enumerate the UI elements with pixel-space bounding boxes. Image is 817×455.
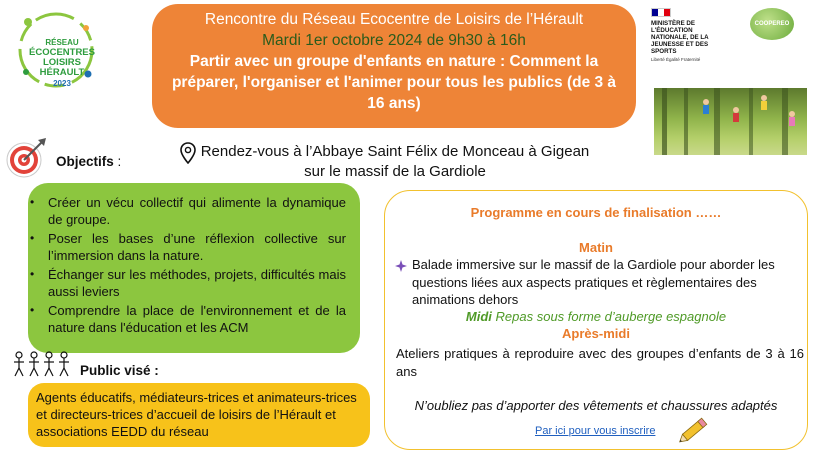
logo-year: 2023 [53,79,71,88]
midi-label: Midi [465,309,492,324]
logo-line-1: RÉSEAU [45,38,79,47]
logo-line-2: ÉCOCENTRES [29,47,95,58]
objectif-item: • Échanger sur les méthodes, projets, difficultés mais aussi leviers [34,266,346,300]
flag-red [664,9,670,16]
children-forest-photo [654,88,807,155]
objectifs-box [28,183,360,353]
photo-illustration [654,88,807,155]
objectifs-label: Objectifs [56,154,114,169]
logo-line-4: HÉRAULT [39,67,85,78]
apres-midi-text: Ateliers pratiques à reproduire avec des groupes d’enfants de 3 à 16 ans [396,346,804,379]
event-header [152,4,636,128]
matin-text: Balade immersive sur le massif de la Gardiole pour aborder les questions liées aux aspects pratiques et règlementaires des animations dehors [412,257,775,307]
inscription-link[interactable]: Par ici pour vous inscrire [535,425,656,437]
objectifs-heading [56,154,121,169]
objectifs-list [34,194,346,336]
objectif-item: • Comprendre la place de l'environnement et de la nature dans l'éducation et les ACM [34,302,346,336]
ministry-logo [651,8,731,68]
ministry-title: MINISTÈRE DE L'ÉDUCATION NATIONALE, DE LA JEUNESSE ET DES SPORTS [651,20,709,55]
programme-title: Programme en cours de finalisation …… [470,205,722,220]
logo-line-3: LOISIRS [42,57,81,68]
midi-text: Repas sous forme d’auberge espagnole [491,309,727,324]
objectif-item: • Poser les bases d’une réflexion collective sur l’immersion dans la nature. [34,230,346,264]
rendez-vous [180,142,610,182]
public-box [28,383,370,447]
matin-heading: Matin [579,240,613,255]
apres-midi-heading: Après-midi [562,326,630,341]
coopereo-label: COOPEREO [754,21,790,27]
public-text: Agents éducatifs, médiateurs-trices et animateurs-trices et directeurs-trices d’accueil de loisirs de l’Hérault et associations EEDD du réseau [36,390,357,439]
target-icon [4,136,48,185]
reminder-text: N’oubliez pas d’apporter des vêtements et chaussures adaptés [414,398,778,413]
objectif-item: • Créer un vécu collectif qui alimente la dynamique de groupe. [34,194,346,228]
reseau-ecocentres-logo [14,8,98,92]
event-subtitle: Partir avec un groupe d'enfants en nature : Comment la préparer, l'organiser et l'animer pour tous les publics (de 3 à 16 ans) [171,53,617,112]
ministry-motto: Liberté Égalité Fraternité [651,57,701,62]
event-title: Rencontre du Réseau Ecocentre de Loisirs de l’Hérault [204,11,584,28]
midi-line [384,309,808,324]
logo-wordmark [22,38,102,89]
diamond-bullet-icon [395,259,407,277]
public-heading: Public visé : [80,363,159,378]
coopereo-logo [750,8,794,40]
pencil-icon [678,412,712,451]
people-group-icon [12,350,76,385]
rdv-line-2: sur le massif de la Gardiole [304,163,486,180]
objectifs-suffix: : [113,154,122,169]
rdv-line-1: Rendez-vous à l’Abbaye Saint Félix de Monceau à Gigean [200,143,590,160]
french-flag-icon [651,8,671,17]
event-date: Mardi 1er octobre 2024 de 9h30 à 16h [262,32,526,49]
